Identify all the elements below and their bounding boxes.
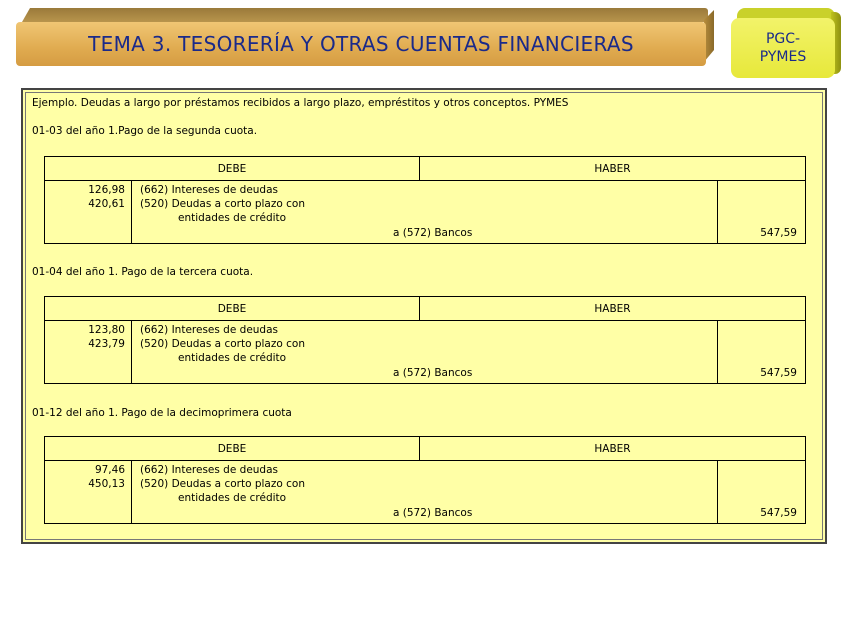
debit-account-continued: entidades de crédito [178,352,287,364]
banner-face [16,22,706,66]
debit-amount: 420,61 [88,198,125,210]
banner-top-bevel [22,8,708,22]
page-title: TEMA 3. TESORERÍA Y OTRAS CUENTAS FINANCIERAS [88,32,634,56]
entry-caption: 01-04 del año 1. Pago de la tercera cuota. [32,266,254,278]
entry-caption: 01-03 del año 1.Pago de la segunda cuota. [32,125,258,137]
credit-amount: 547,59 [760,367,797,379]
journal-table [44,156,806,244]
table-header [45,437,805,461]
column-haber: HABER [594,302,631,315]
badge-line-2: PYMES [759,49,807,65]
credit-account: a (572) Bancos [393,227,473,239]
haber-divider [717,320,718,384]
journal-table [44,436,806,524]
content-panel [21,88,827,544]
journal-table [44,296,806,384]
amount-divider [131,460,132,524]
debit-account-continued: entidades de crédito [178,492,287,504]
debit-account: (520) Deudas a corto plazo con [140,478,305,490]
intro-text: Ejemplo. Deudas a largo por préstamos recibidos a largo plazo, empréstitos y otros conceptos. PYMES [32,97,569,109]
column-debe: DEBE [45,437,420,460]
debit-amount: 126,98 [88,184,125,196]
credit-account: a (572) Bancos [393,507,473,519]
badge-face [731,18,835,78]
debit-amount: 423,79 [88,338,125,350]
amount-divider [131,180,132,244]
amount-divider [131,320,132,384]
haber-divider [717,180,718,244]
title-banner [16,8,714,66]
column-debe: DEBE [45,297,420,320]
column-debe: DEBE [45,157,420,180]
table-header [45,297,805,321]
debit-amount: 450,13 [88,478,125,490]
table-header [45,157,805,181]
debit-account: (662) Intereses de deudas [140,184,278,196]
debit-amount: 123,80 [88,324,125,336]
badge-line-1: PGC- [765,31,801,47]
debit-amount: 97,46 [94,464,125,476]
credit-amount: 547,59 [760,227,797,239]
debit-account: (520) Deudas a corto plazo con [140,198,305,210]
debit-account-continued: entidades de crédito [178,212,287,224]
credit-amount: 547,59 [760,507,797,519]
column-haber: HABER [594,162,631,175]
entry-caption: 01-12 del año 1. Pago de la decimoprimera cuota [32,407,292,419]
pgc-badge [731,8,843,78]
credit-account: a (572) Bancos [393,367,473,379]
debit-account: (662) Intereses de deudas [140,324,278,336]
column-haber: HABER [594,442,631,455]
debit-account: (520) Deudas a corto plazo con [140,338,305,350]
haber-divider [717,460,718,524]
debit-account: (662) Intereses de deudas [140,464,278,476]
